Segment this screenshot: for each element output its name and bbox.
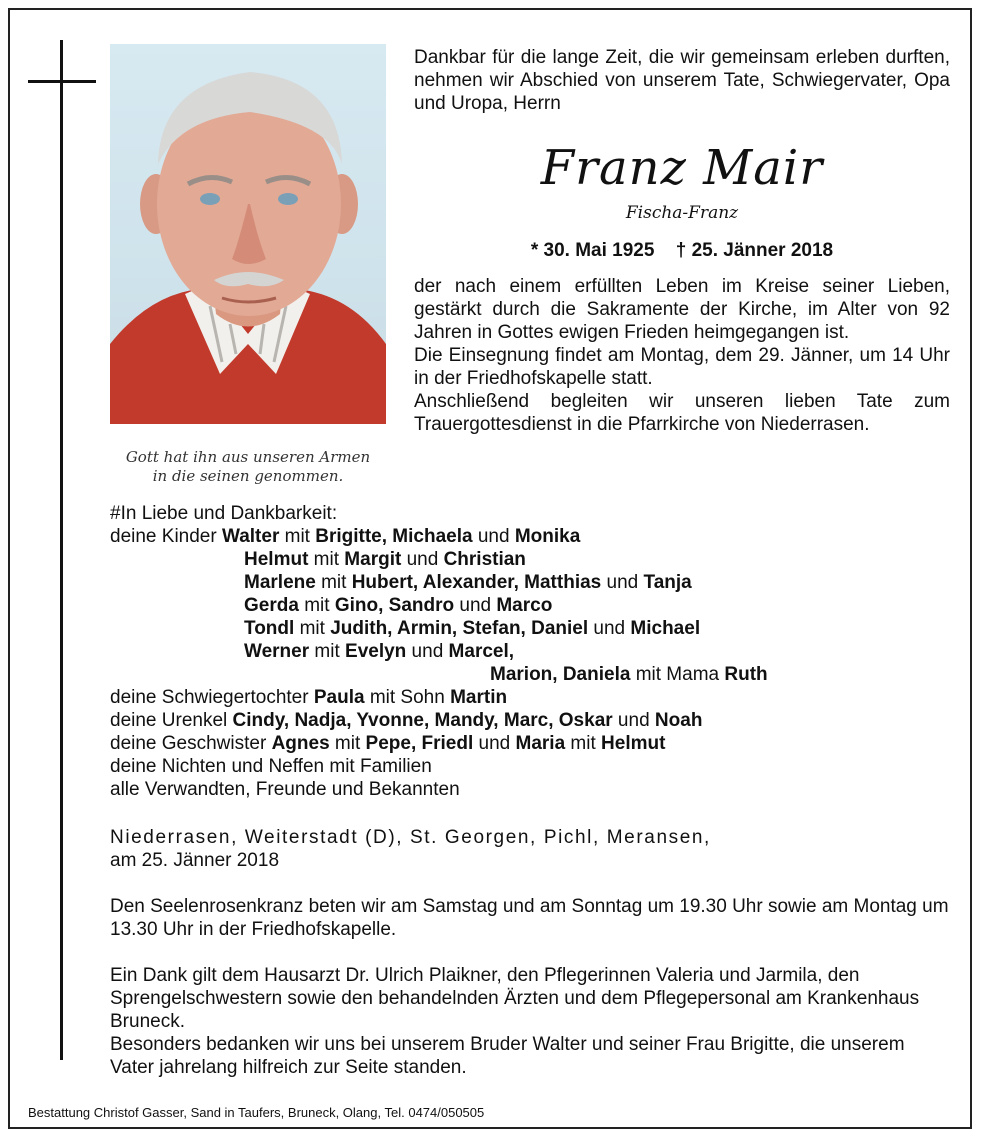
family-heading: #In Liebe und Dankbarkeit: bbox=[110, 503, 338, 524]
paragraph: der nach einem erfüllten Leben im Kreise seiner Lieben, gestärkt durch die Sakramente der Kirche, im Alter von 92 Jahren in Gottes ewigen Frieden heimgegangen ist. bbox=[414, 276, 950, 343]
portrait-photo bbox=[110, 44, 386, 424]
place-and-date bbox=[110, 826, 950, 872]
photo-caption bbox=[100, 448, 396, 486]
paragraph: Die Einsegnung findet am Montag, dem 29. Jänner, um 14 Uhr in der Friedhofskapelle statt. bbox=[414, 345, 950, 389]
thanks-text: Ein Dank gilt dem Hausarzt Dr. Ulrich Plaikner, den Pflegerinnen Valeria und Jarmila, den Sprengelschwestern sowie den behandelnden Ärzten und dem Pflegepersonal am Krankenhaus Bruneck. Besonders bedanken wir uns bei unserem Bruder Walter und seiner Frau Brigitte, die unserem Vater jahrelang hilfreich zur Seite standen. bbox=[110, 964, 950, 1079]
caption-line: Gott hat ihn aus unseren Armen bbox=[125, 448, 371, 466]
family-row: Tondl mit Judith, Armin, Stefan, Daniel und Michael bbox=[244, 618, 701, 639]
family-row: Werner mit Evelyn und Marcel, bbox=[244, 641, 515, 662]
family-row: Marlene mit Hubert, Alexander, Matthias und Tanja bbox=[244, 572, 692, 593]
rosary-text: Den Seelenrosenkranz beten wir am Samstag und am Sonntag um 19.30 Uhr sowie am Montag um 13.30 Uhr in der Friedhofskapelle. bbox=[110, 896, 949, 940]
family-row: deine Kinder Walter mit Brigitte, Michaela und Monika bbox=[110, 526, 581, 547]
family-row: deine Urenkel Cindy, Nadja, Yvonne, Mandy, Marc, Oskar und Noah bbox=[110, 710, 703, 731]
deceased-name: Franz Mair bbox=[540, 140, 824, 196]
special-thanks: Besonders bedanken wir uns bei unserem Bruder Walter und seiner Frau Brigitte, die unserem Vater jahrelang hilfreich zur Seite standen. bbox=[110, 1034, 905, 1078]
funeral-home-footer: Bestattung Christof Gasser, Sand in Taufers, Bruneck, Olang, Tel. 0474/050505 bbox=[28, 1105, 485, 1120]
family-row: Helmut mit Margit und Christian bbox=[244, 549, 526, 570]
caption-line: in die seinen genommen. bbox=[152, 467, 344, 485]
family-list bbox=[110, 502, 950, 801]
birth-date: * 30. Mai 1925 bbox=[530, 240, 655, 261]
cross-icon bbox=[60, 40, 63, 1060]
places-line: Niederrasen, Weiterstadt (D), St. Georgen, Pichl, Meransen, bbox=[110, 827, 711, 848]
paragraph: Anschließend begleiten wir unseren lieben Tate zum Trauergottesdienst in die Pfarrkirche von Niederrasen. bbox=[414, 391, 950, 435]
nickname: Fischa-Franz bbox=[625, 203, 739, 223]
family-row: deine Geschwister Agnes mit Pepe, Friedl und Maria mit Helmut bbox=[110, 733, 666, 754]
cross-bar bbox=[28, 80, 96, 83]
family-row: Gerda mit Gino, Sandro und Marco bbox=[244, 595, 553, 616]
family-row: Marion, Daniela mit Mama Ruth bbox=[490, 664, 768, 685]
date-line: am 25. Jänner 2018 bbox=[110, 850, 280, 871]
death-date: † 25. Jänner 2018 bbox=[675, 240, 834, 261]
family-row: deine Nichten und Neffen mit Familien bbox=[110, 756, 432, 777]
life-dates bbox=[414, 238, 950, 264]
family-row: deine Schwiegertochter Paula mit Sohn Martin bbox=[110, 687, 508, 708]
intro-text: Dankbar für die lange Zeit, die wir gemeinsam erleben durften, nehmen wir Abschied von unserem Tate, Schwiegervater, Opa und Uropa, Herrn bbox=[414, 47, 950, 114]
family-row: alle Verwandten, Freunde und Bekannten bbox=[110, 779, 460, 800]
body-text bbox=[414, 275, 950, 436]
